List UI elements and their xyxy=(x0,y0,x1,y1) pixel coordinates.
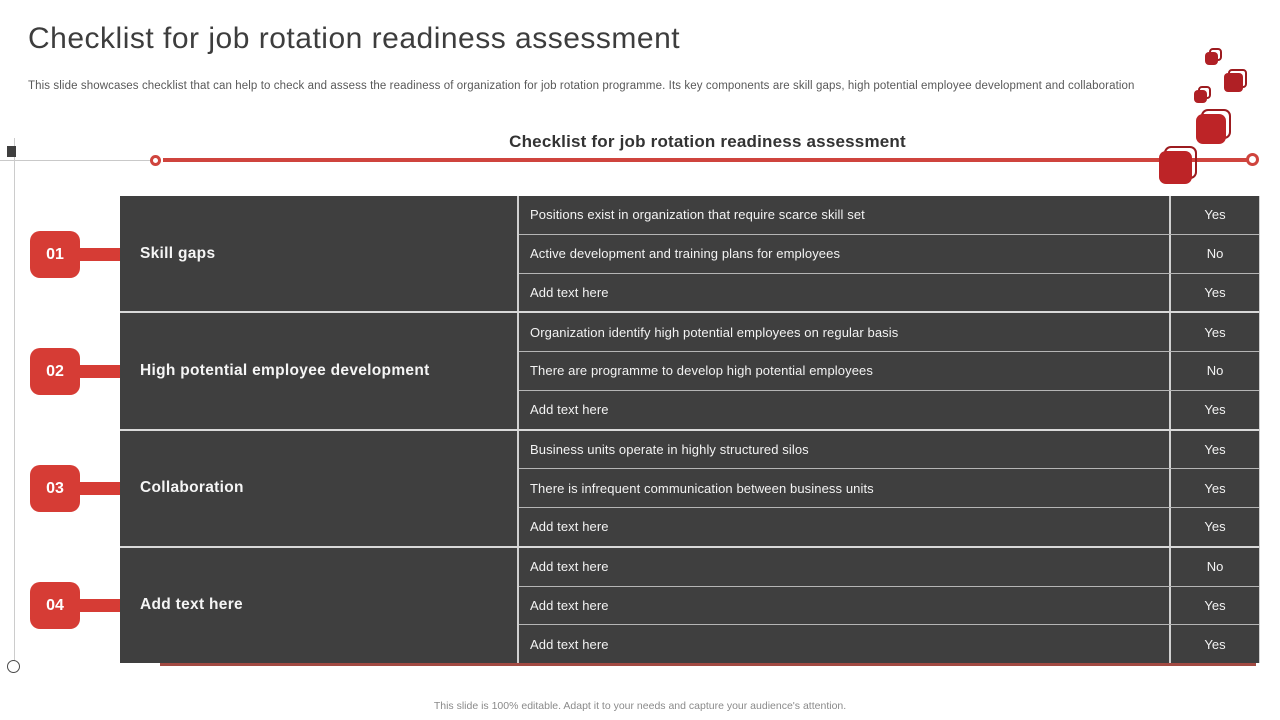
item-text: Add text here xyxy=(530,559,609,575)
item-answer: Yes xyxy=(1169,274,1259,312)
item-text: Organization identify high potential employees on regular basis xyxy=(530,324,899,340)
table-row xyxy=(519,468,1259,507)
red-square-icon xyxy=(1224,73,1243,92)
bottom-circle-marker xyxy=(7,660,20,673)
category-cell: Collaboration xyxy=(140,479,244,497)
checklist-table xyxy=(120,196,1260,663)
slide-subtitle: This slide showcases checklist that can help to check and assess the readiness of organization for job rotation programme. Its key components are skill gaps, high potential employee development and collaboration xyxy=(28,80,1135,92)
red-rule xyxy=(163,158,1253,162)
table-group-skill-gaps xyxy=(120,196,1259,311)
group-number-badge xyxy=(30,231,80,278)
category-cell: Add text here xyxy=(140,596,243,614)
item-answer: Yes xyxy=(1169,587,1259,625)
badge-connector xyxy=(77,248,125,261)
group-number-badge xyxy=(30,582,80,629)
gray-rule xyxy=(0,160,152,161)
item-text: Add text here xyxy=(530,402,609,418)
table-row xyxy=(519,313,1259,351)
group-rows xyxy=(517,313,1259,428)
group-rows xyxy=(517,431,1259,546)
group-number: 04 xyxy=(46,596,64,614)
item-answer: Yes xyxy=(1169,196,1259,234)
left-guide-line xyxy=(14,138,15,662)
category-cell: Skill gaps xyxy=(140,244,216,262)
table-row xyxy=(519,351,1259,390)
item-text: There is infrequent communication between business units xyxy=(530,480,874,496)
table-group-high-potential xyxy=(120,311,1259,428)
table-group-placeholder xyxy=(120,546,1259,663)
group-number: 03 xyxy=(46,479,64,497)
red-square-icon xyxy=(1194,90,1207,103)
item-answer: Yes xyxy=(1169,391,1259,429)
table-row xyxy=(519,586,1259,625)
group-number: 02 xyxy=(46,362,64,380)
item-answer: Yes xyxy=(1169,508,1259,546)
item-text: Active development and training plans for employees xyxy=(530,246,841,262)
item-answer: No xyxy=(1169,548,1259,586)
rule-end-ring-icon xyxy=(1246,153,1259,166)
table-group-collaboration xyxy=(120,429,1259,546)
item-answer: No xyxy=(1169,235,1259,273)
item-answer: Yes xyxy=(1169,469,1259,507)
group-rows xyxy=(517,548,1259,663)
badge-connector xyxy=(77,599,125,612)
rule-start-ring-icon xyxy=(150,155,161,166)
group-number: 01 xyxy=(46,245,64,263)
table-row xyxy=(519,234,1259,273)
badge-connector xyxy=(77,365,125,378)
bottom-rule xyxy=(160,663,1256,666)
item-text: Add text here xyxy=(530,597,609,613)
item-text: Positions exist in organization that require scarce skill set xyxy=(530,207,865,223)
badge-connector xyxy=(77,482,125,495)
red-square-icon xyxy=(1205,52,1218,65)
table-row xyxy=(519,390,1259,429)
item-text: Business units operate in highly structured silos xyxy=(530,441,809,457)
section-heading: Checklist for job rotation readiness assessment xyxy=(509,132,906,151)
item-text: Add text here xyxy=(530,519,609,535)
item-text: There are programme to develop high potential employees xyxy=(530,363,873,379)
table-row xyxy=(519,548,1259,586)
item-answer: No xyxy=(1169,352,1259,390)
table-row xyxy=(519,431,1259,469)
group-number-badge xyxy=(30,465,80,512)
table-row xyxy=(519,507,1259,546)
item-text: Add text here xyxy=(530,636,609,652)
table-row xyxy=(519,273,1259,312)
table-row xyxy=(519,624,1259,663)
group-number-badge xyxy=(30,348,80,395)
item-answer: Yes xyxy=(1169,313,1259,351)
footer-note: This slide is 100% editable. Adapt it to your needs and capture your audience's attention. xyxy=(433,700,847,712)
mini-square-marker xyxy=(7,146,16,157)
item-answer: Yes xyxy=(1169,431,1259,469)
item-text: Add text here xyxy=(530,284,609,300)
red-square-icon xyxy=(1159,151,1192,184)
category-cell: High potential employee development xyxy=(140,361,430,379)
item-answer: Yes xyxy=(1169,625,1259,663)
group-rows xyxy=(517,196,1259,311)
table-row xyxy=(519,196,1259,234)
page-title: Checklist for job rotation readiness assessment xyxy=(28,22,681,55)
